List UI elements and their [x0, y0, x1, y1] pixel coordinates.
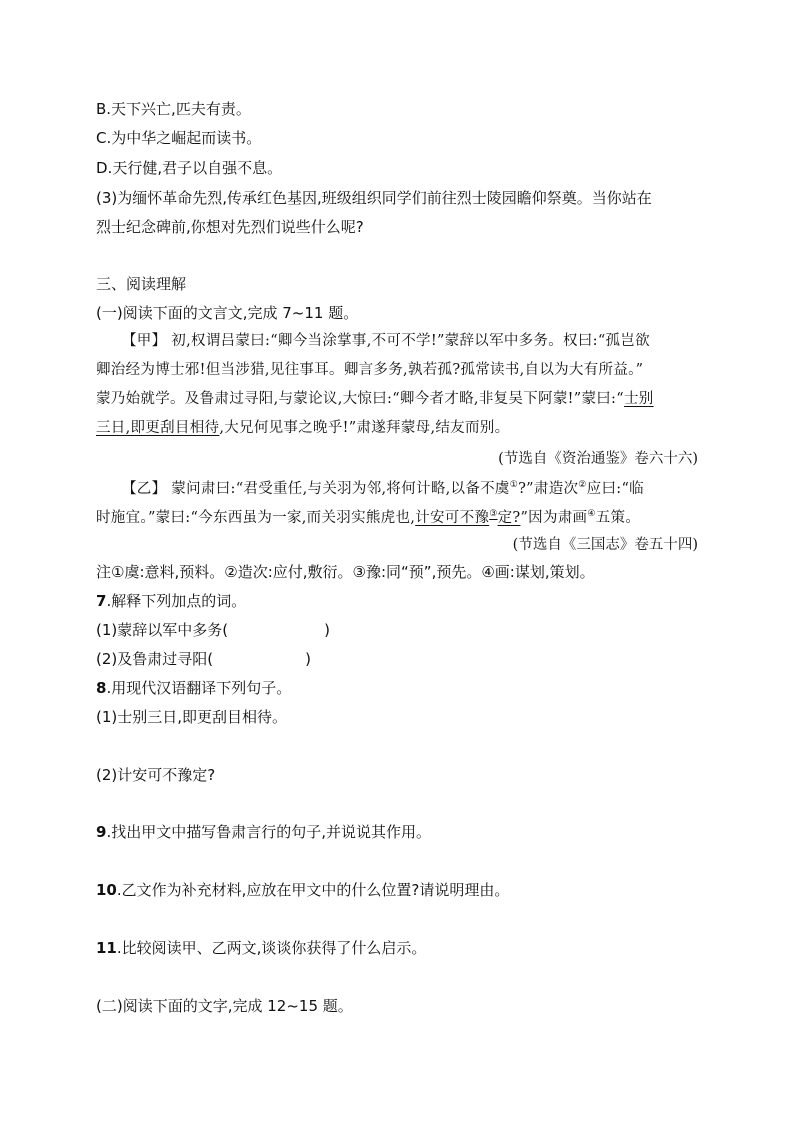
passage-yi-text: 五策。: [595, 509, 641, 526]
question-8: [96, 677, 291, 699]
footnote-marker: ①: [509, 480, 519, 490]
question-number: 7: [96, 592, 107, 610]
question-6-3-line1: (3)为缅怀革命先烈,传承红色基因,班级组织同学们前往烈士陵园瞻仰祭奠。当你站在: [96, 189, 652, 207]
question-11: [96, 937, 426, 959]
question-6-3-line2: 烈士纪念碑前,你想对先烈们说些什么呢?: [96, 218, 364, 236]
question-text: .解释下列加点的词。: [106, 592, 247, 610]
question-8-1: (1)士别三日,即更刮目相待。: [96, 708, 288, 726]
question-7: [96, 590, 246, 612]
passage-yi-line1: [122, 474, 644, 500]
question-text: (1)蒙辞以军中多务(: [96, 621, 229, 639]
underlined-phrase: 定?: [497, 509, 521, 526]
question-number: 10: [96, 881, 117, 899]
passage-yi-text: 【乙】 蒙问肃曰:“君受重任,与关羽为邻,将何计略,以备不虞: [122, 480, 510, 497]
question-text: (2)及鲁肃过寻阳(: [96, 650, 214, 668]
question-number: 8: [96, 679, 107, 697]
passage-yi-line2: [96, 503, 640, 529]
option-d: D.天行健,君子以自强不息。: [96, 159, 283, 177]
passage-jia-line3: [96, 388, 654, 410]
passage-jia-line2: 卿治经为博士邪!但当涉猎,见往事耳。卿言多务,孰若孤?孤常读书,自以为大有所益。”: [96, 362, 644, 378]
part2-intro: (二)阅读下面的文字,完成 12~15 题。: [96, 997, 353, 1015]
footnote-marker: ②: [578, 480, 587, 490]
question-text: ): [324, 621, 330, 639]
question-9: [96, 821, 431, 843]
underlined-phrase: 三日,即更刮目相待: [96, 420, 220, 436]
footnote-marker: ④: [587, 509, 596, 519]
source-yi: (节选自《三国志》卷五十四): [512, 537, 698, 553]
option-b: B.天下兴亡,匹夫有责。: [96, 100, 251, 118]
annotation-notes: 注①虞:意料,预料。②造次:应付,敷衍。③豫:同“预”,预先。④画:谋划,策划。: [96, 563, 595, 581]
source-jia: (节选自《资治通鉴》卷六十六): [498, 451, 698, 467]
passage-jia-line4-text: ,大兄何见事之晚乎!”肃遂拜蒙母,结友而别。: [219, 420, 510, 436]
section-heading: 三、阅读理解: [96, 275, 187, 293]
question-text: ): [305, 650, 311, 668]
question-7-1: [96, 619, 330, 641]
question-text: .用现代汉语翻译下列句子。: [106, 679, 292, 697]
question-7-2: [96, 648, 311, 670]
passage-yi-text: ”因为肃画: [520, 509, 588, 526]
underlined-phrase: 士别: [623, 391, 654, 407]
question-number: 9: [96, 823, 107, 841]
passage-jia-line3-text: 蒙乃始就学。及鲁肃过寻阳,与蒙论议,大惊曰:“卿今者才略,非复吴下阿蒙!”蒙曰:“: [96, 391, 624, 407]
passage-jia-line1: 【甲】 初,权谓吕蒙曰:“卿今当涂掌事,不可不学!”蒙辞以军中多务。权曰:“孤岂欲: [122, 333, 650, 349]
passage-jia-line4: [96, 417, 509, 439]
passage-yi-text: 应曰:“临: [586, 480, 644, 497]
question-8-2: (2)计安可不豫定?: [96, 766, 216, 784]
passage-yi-text: ?”肃造次: [518, 480, 579, 497]
question-text: .找出甲文中描写鲁肃言行的句子,并说说其作用。: [106, 823, 431, 841]
question-text: .比较阅读甲、乙两文,谈谈你获得了什么启示。: [116, 939, 427, 957]
part1-intro: (一)阅读下面的文言文,完成 7~11 题。: [96, 304, 359, 322]
footnote-marker: ③: [489, 509, 498, 519]
question-10: [96, 879, 509, 901]
underlined-phrase: 计安可不豫: [415, 509, 490, 526]
passage-yi-text: 时施宜。”蒙曰:“今东西虽为一家,而关羽实熊虎也,: [96, 509, 416, 526]
option-c: C.为中华之崛起而读书。: [96, 129, 262, 147]
question-number: 11: [96, 939, 117, 957]
question-text: .乙文作为补充材料,应放在甲文中的什么位置?请说明理由。: [116, 881, 510, 899]
